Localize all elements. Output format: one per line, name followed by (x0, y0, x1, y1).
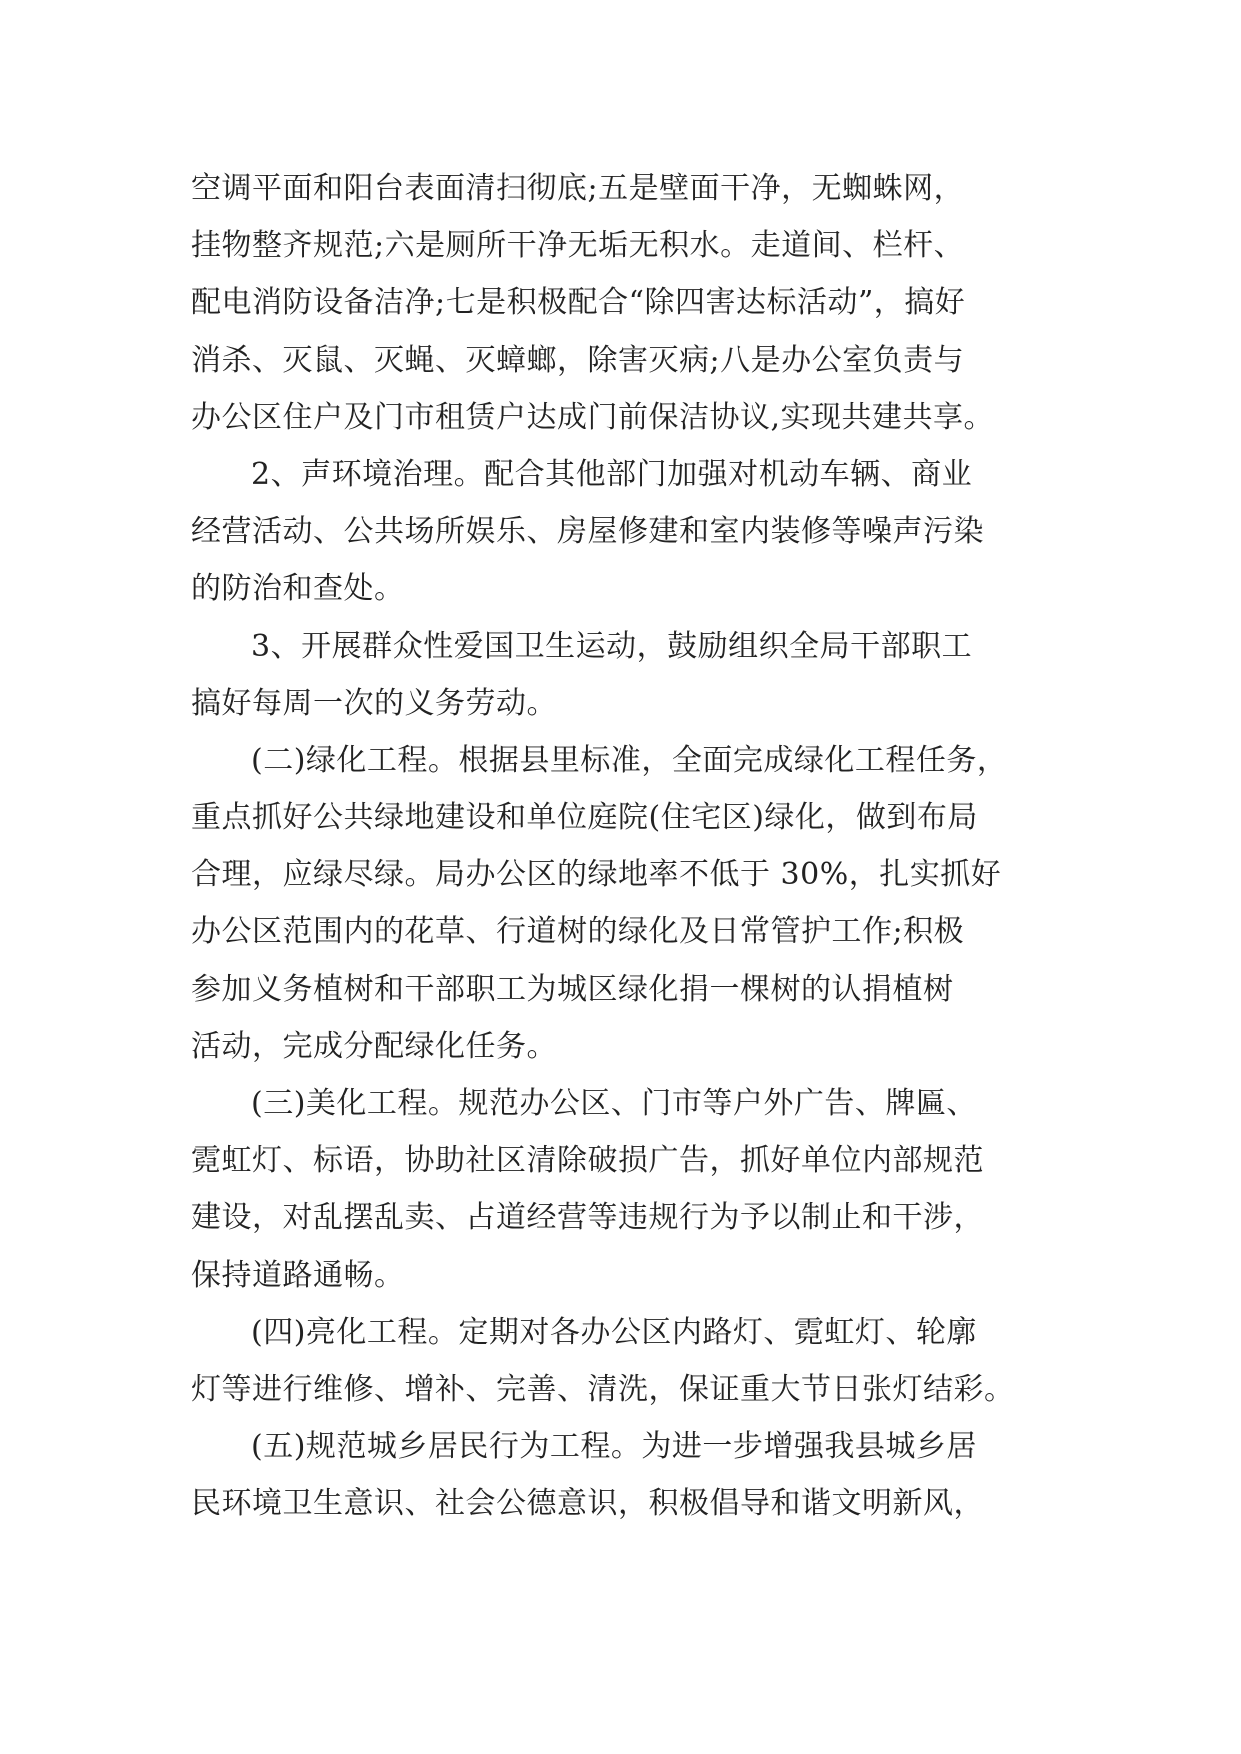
text-line: 空调平面和阳台表面清扫彻底;五是壁面干净，无蜘蛛网， (191, 171, 965, 206)
text-line: 搞好每周一次的义务劳动。 (191, 685, 557, 721)
text-line: 参加义务植树和干部职工为城区绿化捐一棵树的认捐植树 (191, 971, 954, 1007)
text-line: 消杀、灭鼠、灭蝇、灭蟑螂，除害灭病;八是办公室负责与 (191, 342, 965, 378)
text-line: 合理，应绿尽绿。局办公区的绿地率不低于 30%，扎实抓好 (191, 857, 1002, 893)
text-line: 挂物整齐规范;六是厕所干净无垢无积水。走道间、栏杆、 (191, 228, 965, 264)
text-line: 2、声环境治理。配合其他部门加强对机动车辆、商业 (251, 456, 973, 492)
text-line: 办公区范围内的花草、行道树的绿化及日常管护工作;积极 (191, 914, 965, 950)
text-line: (四)亮化工程。定期对各办公区内路灯、霓虹灯、轮廓 (251, 1314, 977, 1350)
text-line: 灯等进行维修、增补、完善、清洗，保证重大节日张灯结彩。 (191, 1371, 1015, 1407)
text-line: 建设，对乱摆乱卖、占道经营等违规行为予以制止和干涉， (191, 1200, 984, 1236)
text-line: 活动，完成分配绿化任务。 (191, 1028, 557, 1064)
text-line: 经营活动、公共场所娱乐、房屋修建和室内装修等噪声污染 (191, 514, 984, 550)
text-line: 保持道路通畅。 (191, 1257, 405, 1293)
text-line: 的防治和查处。 (191, 571, 405, 607)
text-line: 3、开展群众性爱国卫生运动，鼓励组织全局干部职工 (251, 628, 973, 664)
text-line: (五)规范城乡居民行为工程。为进一步增强我县城乡居 (251, 1429, 977, 1465)
text-line: 办公区住户及门市租赁户达成门前保洁协议,实现共建共享。 (191, 399, 995, 435)
text-line: 重点抓好公共绿地建设和单位庭院(住宅区)绿化，做到布局 (191, 800, 978, 836)
text-line: (三)美化工程。规范办公区、门市等户外广告、牌匾、 (251, 1086, 977, 1121)
document-body (191, 160, 1061, 1533)
text-line: 霓虹灯、标语，协助社区清除破损广告，抓好单位内部规范 (191, 1143, 984, 1179)
text-line: (二)绿化工程。根据县里标准，全面完成绿化工程任务， (251, 742, 1008, 778)
text-line: 配电消防设备洁净;七是积极配合“除四害达标活动”，搞好 (191, 285, 966, 321)
text-line: 民环境卫生意识、社会公德意识，积极倡导和谐文明新风， (191, 1486, 984, 1522)
